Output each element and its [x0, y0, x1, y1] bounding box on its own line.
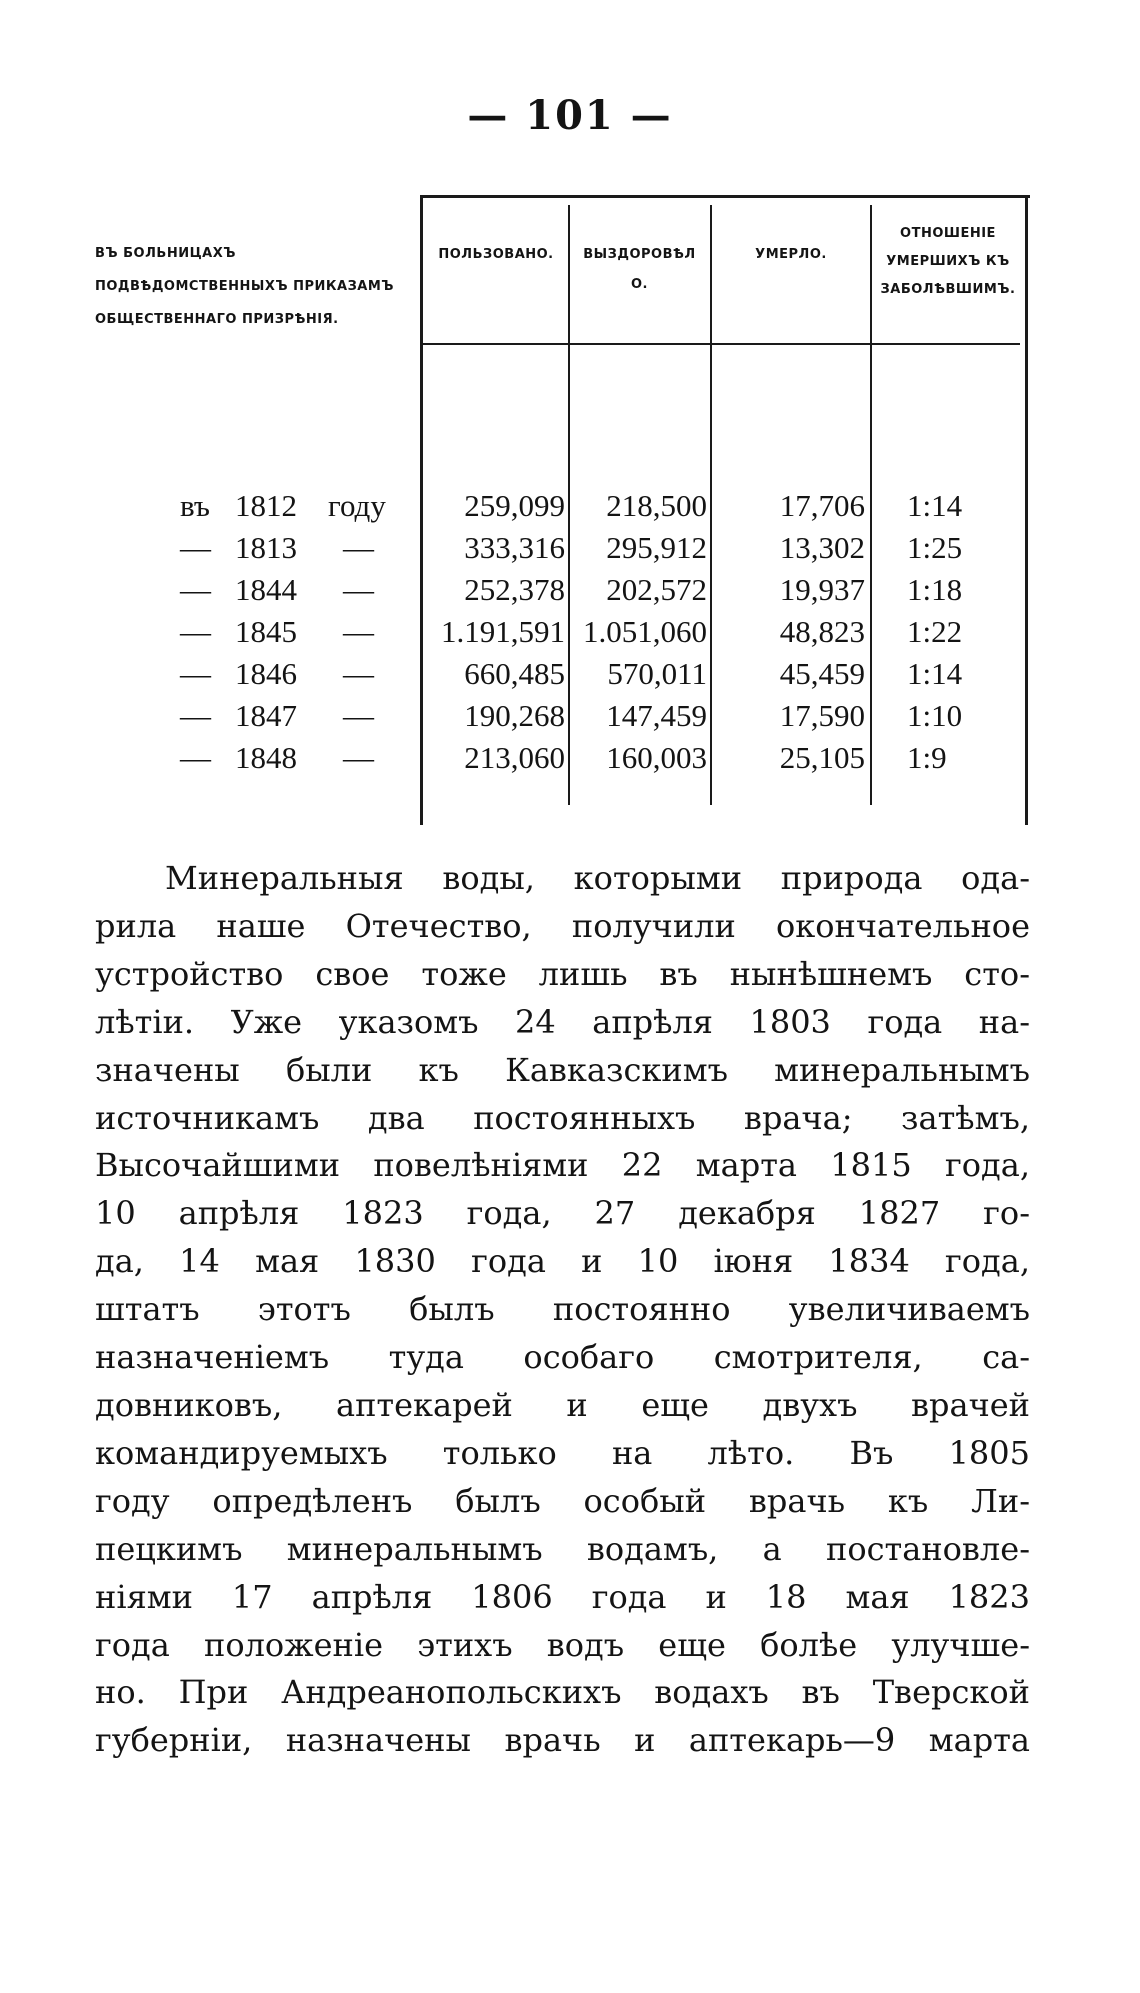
table-row	[95, 485, 1030, 527]
treated-value: 660,485	[464, 656, 565, 691]
header-treated: ПОЛЬЗОВАНО.	[438, 247, 554, 262]
header-died: УМЕРЛО.	[755, 247, 827, 262]
body-line: штатъ этотъ былъ постоянно увеличиваемъ	[95, 1290, 1030, 1329]
body-line: губерніи, назначены врачь и аптекарь—9 марта	[95, 1721, 1030, 1760]
year-prefix: —	[180, 656, 211, 691]
body-line: источникамъ два постоянныхъ врача; затѣмъ,	[95, 1098, 1030, 1137]
table-row	[95, 611, 1030, 653]
treated-value: 259,099	[464, 488, 565, 523]
year-suffix: —	[343, 614, 374, 649]
ratio-value: 1:9	[907, 740, 947, 775]
header-recovered: ВЫЗДОРОВѢЛО.	[583, 247, 696, 292]
treated-value: 190,268	[464, 698, 565, 733]
year: 1847	[235, 698, 297, 733]
header-ratio: ОТНОШЕНІЕ УМЕРШИХЪ КЪ ЗАБОЛѢВШИМЪ.	[880, 226, 1016, 297]
table-row	[95, 569, 1030, 611]
year-prefix: —	[180, 698, 211, 733]
year-prefix: въ	[180, 488, 210, 523]
ratio-value: 1:14	[907, 488, 963, 523]
body-line: Минеральныя воды, которыми природа ода-	[165, 859, 1030, 897]
year: 1845	[235, 614, 297, 649]
table-row	[95, 527, 1030, 569]
body-line: устройство свое тоже лишь въ нынѣшнемъ сто-	[95, 954, 1030, 993]
year-suffix: —	[343, 530, 374, 565]
year: 1812	[235, 488, 297, 523]
body-line: 10 апрѣля 1823 года, 27 декабря 1827 го-	[95, 1194, 1030, 1233]
year: 1846	[235, 656, 297, 691]
year-suffix: году	[328, 488, 386, 523]
treated-value: 333,316	[464, 530, 565, 565]
died-value: 45,459	[779, 656, 865, 691]
table-top-rule	[420, 195, 1030, 198]
treated-value: 213,060	[464, 740, 565, 775]
body-line: назначеніемъ туда особаго смотрителя, са-	[95, 1338, 1030, 1377]
year-prefix: —	[180, 572, 211, 607]
body-line: году опредѣленъ былъ особый врачь къ Ли-	[95, 1481, 1030, 1520]
ratio-value: 1:10	[907, 698, 963, 733]
body-line: да, 14 мая 1830 года и 10 іюня 1834 года,	[95, 1242, 1030, 1281]
ratio-value: 1:22	[907, 614, 963, 649]
died-value: 19,937	[779, 572, 865, 607]
year-prefix: —	[180, 530, 211, 565]
body-line: командируемыхъ только на лѣто. Въ 1805	[95, 1433, 1030, 1472]
recovered-value: 1.051,060	[583, 614, 707, 649]
header-hospital: ВЪ БОЛЬНИЦАХЪ ПОДВѢДОМСТВЕННЫХЪ ПРИКАЗАМЪ ОБЩЕСТВЕННАГО ПРИЗРѢНІЯ.	[95, 246, 395, 327]
ratio-value: 1:25	[907, 530, 963, 565]
table-row	[95, 737, 1030, 779]
body-line: значены были къ Кавказскимъ минеральнымъ	[95, 1050, 1030, 1089]
died-value: 13,302	[779, 530, 865, 565]
recovered-value: 147,459	[606, 698, 707, 733]
year-suffix: —	[343, 656, 374, 691]
year-suffix: —	[343, 698, 374, 733]
body-line: довниковъ, аптекарей и еще двухъ врачей	[95, 1385, 1030, 1424]
died-value: 17,706	[779, 488, 865, 523]
ratio-value: 1:14	[907, 656, 963, 691]
treated-value: 252,378	[464, 572, 565, 607]
died-value: 17,590	[779, 698, 865, 733]
year-suffix: —	[343, 572, 374, 607]
table-row	[95, 653, 1030, 695]
recovered-value: 160,003	[606, 740, 707, 775]
body-line: рила наше Отечество, получили окончательное	[95, 906, 1030, 945]
recovered-value: 202,572	[606, 572, 707, 607]
body-line: лѣтіи. Уже указомъ 24 апрѣля 1803 года на-	[95, 1002, 1030, 1041]
recovered-value: 295,912	[606, 530, 707, 565]
page-number: — 101 —	[467, 92, 673, 139]
recovered-value: 570,011	[607, 656, 707, 691]
hospital-statistics-table	[95, 195, 1030, 825]
year: 1848	[235, 740, 297, 775]
year-prefix: —	[180, 740, 211, 775]
body-line: пецкимъ минеральнымъ водамъ, а постановле-	[95, 1529, 1030, 1568]
body-line: года положеніе этихъ водъ еще болѣе улучше-	[95, 1625, 1030, 1664]
year-prefix: —	[180, 614, 211, 649]
body-line: Высочайшими повелѣніями 22 марта 1815 года,	[95, 1146, 1030, 1185]
year-suffix: —	[343, 740, 374, 775]
treated-value: 1.191,591	[441, 614, 565, 649]
year: 1844	[235, 572, 297, 607]
recovered-value: 218,500	[606, 488, 707, 523]
table-row	[95, 695, 1030, 737]
died-value: 48,823	[779, 614, 865, 649]
body-line: ніями 17 апрѣля 1806 года и 18 мая 1823	[95, 1577, 1030, 1616]
died-value: 25,105	[779, 740, 865, 775]
header-bottom-rule	[420, 343, 1020, 345]
body-paragraph	[95, 855, 1030, 1765]
ratio-value: 1:18	[907, 572, 963, 607]
year: 1813	[235, 530, 297, 565]
body-line: но. При Андреанопольскихъ водахъ въ Тверской	[95, 1673, 1030, 1712]
